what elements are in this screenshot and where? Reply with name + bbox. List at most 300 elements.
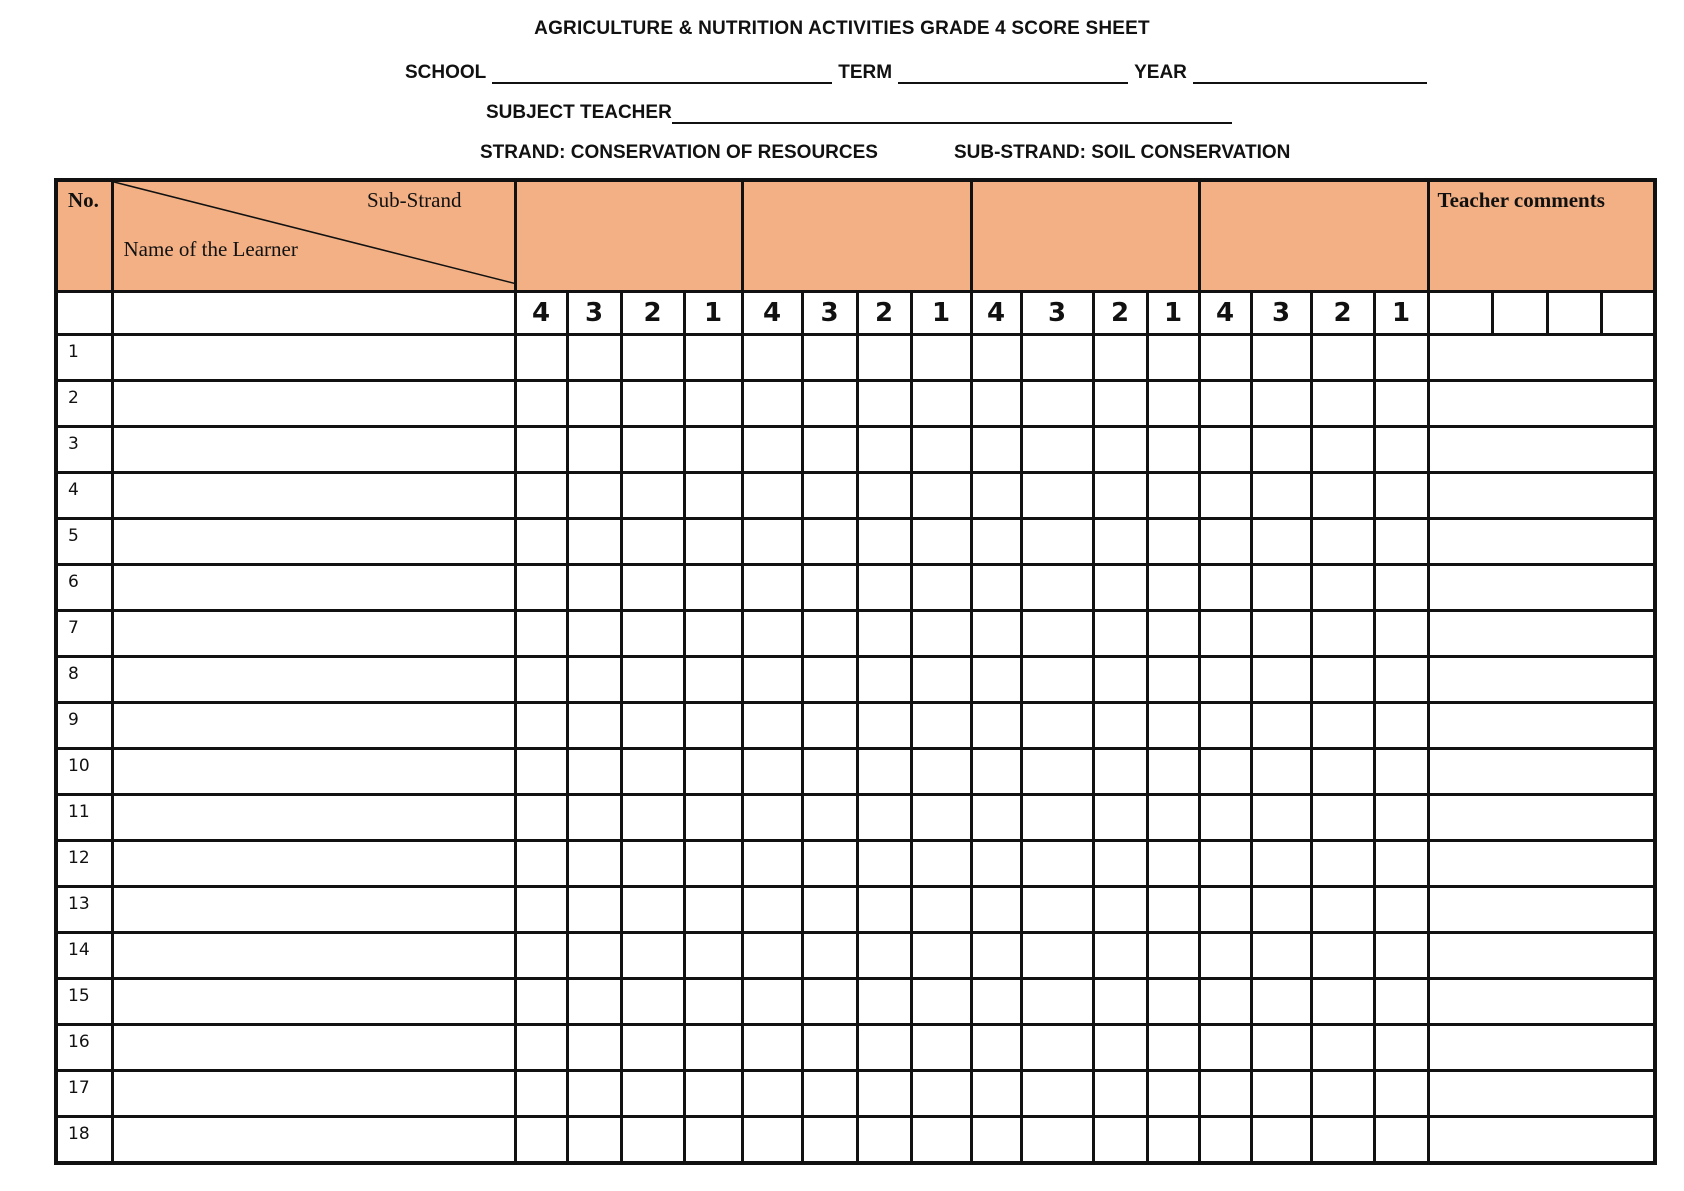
score-cell[interactable] — [1021, 887, 1093, 933]
score-cell[interactable] — [1021, 841, 1093, 887]
score-cell[interactable] — [567, 657, 621, 703]
score-cell[interactable] — [1147, 565, 1199, 611]
comment-cell[interactable] — [1428, 519, 1655, 565]
score-cell[interactable] — [515, 979, 567, 1025]
score-cell[interactable] — [1021, 611, 1093, 657]
score-cell[interactable] — [911, 795, 971, 841]
score-cell[interactable] — [1374, 381, 1428, 427]
score-cell[interactable] — [621, 933, 684, 979]
comment-cell[interactable] — [1428, 979, 1655, 1025]
score-cell[interactable] — [1021, 519, 1093, 565]
score-cell[interactable] — [1374, 841, 1428, 887]
learner-name-cell[interactable] — [112, 565, 515, 611]
score-cell[interactable] — [1251, 703, 1311, 749]
score-cell[interactable] — [971, 841, 1021, 887]
score-cell[interactable] — [1251, 381, 1311, 427]
score-cell[interactable] — [742, 473, 802, 519]
score-cell[interactable] — [567, 933, 621, 979]
score-cell[interactable] — [684, 841, 742, 887]
score-cell[interactable] — [857, 887, 911, 933]
score-cell[interactable] — [1093, 979, 1147, 1025]
score-cell[interactable] — [1093, 1071, 1147, 1117]
score-cell[interactable] — [567, 565, 621, 611]
score-cell[interactable] — [1199, 1117, 1251, 1164]
score-cell[interactable] — [857, 979, 911, 1025]
score-cell[interactable] — [684, 427, 742, 473]
score-cell[interactable] — [621, 473, 684, 519]
comment-cell[interactable] — [1428, 335, 1655, 381]
score-cell[interactable] — [971, 887, 1021, 933]
score-cell[interactable] — [567, 1025, 621, 1071]
score-cell[interactable] — [1021, 427, 1093, 473]
score-cell[interactable] — [684, 473, 742, 519]
learner-name-cell[interactable] — [112, 933, 515, 979]
score-cell[interactable] — [567, 519, 621, 565]
score-cell[interactable] — [1374, 749, 1428, 795]
score-cell[interactable] — [1374, 887, 1428, 933]
score-cell[interactable] — [1147, 841, 1199, 887]
year-field[interactable] — [1193, 62, 1427, 84]
score-cell[interactable] — [1199, 1071, 1251, 1117]
score-cell[interactable] — [1199, 1025, 1251, 1071]
learner-name-cell[interactable] — [112, 335, 515, 381]
score-cell[interactable] — [1021, 1117, 1093, 1164]
score-cell[interactable] — [515, 749, 567, 795]
score-cell[interactable] — [857, 565, 911, 611]
score-cell[interactable] — [971, 657, 1021, 703]
score-cell[interactable] — [1251, 979, 1311, 1025]
score-cell[interactable] — [911, 335, 971, 381]
score-cell[interactable] — [515, 1025, 567, 1071]
sub-strand-block-4[interactable] — [1199, 180, 1428, 292]
score-cell[interactable] — [684, 381, 742, 427]
comment-cell[interactable] — [1428, 565, 1655, 611]
score-cell[interactable] — [802, 749, 857, 795]
score-cell[interactable] — [857, 473, 911, 519]
score-cell[interactable] — [742, 749, 802, 795]
learner-name-cell[interactable] — [112, 887, 515, 933]
score-cell[interactable] — [621, 979, 684, 1025]
score-cell[interactable] — [1093, 933, 1147, 979]
learner-name-cell[interactable] — [112, 841, 515, 887]
score-cell[interactable] — [1147, 703, 1199, 749]
score-cell[interactable] — [802, 611, 857, 657]
score-cell[interactable] — [742, 427, 802, 473]
score-cell[interactable] — [742, 335, 802, 381]
score-cell[interactable] — [971, 1071, 1021, 1117]
comment-cell[interactable] — [1428, 1071, 1655, 1117]
score-cell[interactable] — [857, 657, 911, 703]
score-cell[interactable] — [1251, 335, 1311, 381]
learner-name-cell[interactable] — [112, 795, 515, 841]
score-cell[interactable] — [1021, 565, 1093, 611]
score-cell[interactable] — [515, 519, 567, 565]
score-cell[interactable] — [1021, 703, 1093, 749]
score-cell[interactable] — [1374, 933, 1428, 979]
score-cell[interactable] — [802, 1117, 857, 1164]
score-cell[interactable] — [857, 749, 911, 795]
score-cell[interactable] — [742, 703, 802, 749]
score-cell[interactable] — [1251, 1025, 1311, 1071]
score-cell[interactable] — [1311, 841, 1374, 887]
score-cell[interactable] — [684, 657, 742, 703]
score-cell[interactable] — [802, 565, 857, 611]
score-cell[interactable] — [742, 1117, 802, 1164]
score-cell[interactable] — [1374, 1071, 1428, 1117]
score-cell[interactable] — [971, 795, 1021, 841]
score-cell[interactable] — [1199, 933, 1251, 979]
score-cell[interactable] — [1251, 1117, 1311, 1164]
score-cell[interactable] — [742, 979, 802, 1025]
sub-strand-block-2[interactable] — [742, 180, 971, 292]
score-cell[interactable] — [1093, 427, 1147, 473]
score-cell[interactable] — [684, 887, 742, 933]
score-cell[interactable] — [1093, 335, 1147, 381]
score-cell[interactable] — [857, 841, 911, 887]
learner-name-cell[interactable] — [112, 519, 515, 565]
learner-name-cell[interactable] — [112, 749, 515, 795]
score-cell[interactable] — [515, 427, 567, 473]
score-cell[interactable] — [1311, 381, 1374, 427]
score-cell[interactable] — [1093, 795, 1147, 841]
comment-cell[interactable] — [1428, 381, 1655, 427]
score-cell[interactable] — [1021, 795, 1093, 841]
score-cell[interactable] — [1311, 1025, 1374, 1071]
score-cell[interactable] — [802, 335, 857, 381]
score-cell[interactable] — [1147, 979, 1199, 1025]
score-cell[interactable] — [1311, 519, 1374, 565]
score-cell[interactable] — [1021, 933, 1093, 979]
score-cell[interactable] — [1147, 519, 1199, 565]
score-cell[interactable] — [621, 427, 684, 473]
score-cell[interactable] — [802, 427, 857, 473]
score-cell[interactable] — [1374, 335, 1428, 381]
score-cell[interactable] — [567, 795, 621, 841]
score-cell[interactable] — [1311, 979, 1374, 1025]
score-cell[interactable] — [1311, 657, 1374, 703]
comment-cell[interactable] — [1428, 473, 1655, 519]
score-cell[interactable] — [971, 979, 1021, 1025]
comment-cell[interactable] — [1428, 657, 1655, 703]
score-cell[interactable] — [621, 335, 684, 381]
score-cell[interactable] — [1374, 473, 1428, 519]
score-cell[interactable] — [621, 611, 684, 657]
score-cell[interactable] — [567, 841, 621, 887]
score-cell[interactable] — [802, 795, 857, 841]
comment-subcell[interactable] — [1492, 292, 1547, 335]
score-cell[interactable] — [567, 335, 621, 381]
score-cell[interactable] — [1147, 427, 1199, 473]
score-cell[interactable] — [742, 887, 802, 933]
score-cell[interactable] — [802, 381, 857, 427]
score-cell[interactable] — [1311, 473, 1374, 519]
comment-cell[interactable] — [1428, 1025, 1655, 1071]
score-cell[interactable] — [621, 841, 684, 887]
score-cell[interactable] — [1251, 519, 1311, 565]
score-cell[interactable] — [857, 519, 911, 565]
score-cell[interactable] — [911, 565, 971, 611]
score-cell[interactable] — [911, 1071, 971, 1117]
score-cell[interactable] — [857, 381, 911, 427]
score-cell[interactable] — [857, 933, 911, 979]
score-cell[interactable] — [971, 933, 1021, 979]
score-cell[interactable] — [1251, 795, 1311, 841]
score-cell[interactable] — [1374, 795, 1428, 841]
comment-subcell[interactable] — [1428, 292, 1492, 335]
learner-name-cell[interactable] — [112, 1117, 515, 1164]
score-cell[interactable] — [971, 473, 1021, 519]
score-cell[interactable] — [1093, 611, 1147, 657]
comment-cell[interactable] — [1428, 841, 1655, 887]
score-cell[interactable] — [621, 887, 684, 933]
score-cell[interactable] — [515, 841, 567, 887]
score-cell[interactable] — [971, 335, 1021, 381]
score-cell[interactable] — [911, 611, 971, 657]
score-cell[interactable] — [1093, 749, 1147, 795]
score-cell[interactable] — [1311, 1117, 1374, 1164]
score-cell[interactable] — [1311, 565, 1374, 611]
score-cell[interactable] — [1093, 703, 1147, 749]
score-cell[interactable] — [911, 703, 971, 749]
score-cell[interactable] — [1093, 841, 1147, 887]
score-cell[interactable] — [684, 611, 742, 657]
score-cell[interactable] — [971, 381, 1021, 427]
score-cell[interactable] — [1147, 611, 1199, 657]
score-cell[interactable] — [971, 519, 1021, 565]
score-cell[interactable] — [1311, 703, 1374, 749]
score-cell[interactable] — [1311, 933, 1374, 979]
score-cell[interactable] — [1021, 473, 1093, 519]
score-cell[interactable] — [1251, 657, 1311, 703]
score-cell[interactable] — [684, 979, 742, 1025]
learner-name-cell[interactable] — [112, 979, 515, 1025]
score-cell[interactable] — [971, 565, 1021, 611]
score-cell[interactable] — [1021, 335, 1093, 381]
learner-name-cell[interactable] — [112, 703, 515, 749]
score-cell[interactable] — [857, 427, 911, 473]
score-cell[interactable] — [971, 703, 1021, 749]
score-cell[interactable] — [1374, 611, 1428, 657]
score-cell[interactable] — [1374, 427, 1428, 473]
score-cell[interactable] — [1199, 979, 1251, 1025]
score-cell[interactable] — [1021, 1071, 1093, 1117]
score-cell[interactable] — [911, 887, 971, 933]
learner-name-cell[interactable] — [112, 1071, 515, 1117]
comment-subcell[interactable] — [1547, 292, 1601, 335]
score-cell[interactable] — [1147, 381, 1199, 427]
score-cell[interactable] — [802, 473, 857, 519]
score-cell[interactable] — [1147, 1117, 1199, 1164]
comment-cell[interactable] — [1428, 795, 1655, 841]
sub-strand-block-3[interactable] — [971, 180, 1199, 292]
score-cell[interactable] — [742, 841, 802, 887]
score-cell[interactable] — [1251, 933, 1311, 979]
score-cell[interactable] — [1374, 703, 1428, 749]
score-cell[interactable] — [621, 1025, 684, 1071]
score-cell[interactable] — [971, 427, 1021, 473]
score-cell[interactable] — [684, 703, 742, 749]
score-cell[interactable] — [1199, 657, 1251, 703]
score-cell[interactable] — [1093, 657, 1147, 703]
score-cell[interactable] — [684, 335, 742, 381]
comment-cell[interactable] — [1428, 611, 1655, 657]
score-cell[interactable] — [1311, 611, 1374, 657]
score-cell[interactable] — [567, 887, 621, 933]
score-cell[interactable] — [621, 749, 684, 795]
score-cell[interactable] — [621, 381, 684, 427]
comment-cell[interactable] — [1428, 703, 1655, 749]
score-cell[interactable] — [567, 1117, 621, 1164]
score-cell[interactable] — [1251, 565, 1311, 611]
score-cell[interactable] — [1251, 473, 1311, 519]
score-cell[interactable] — [802, 703, 857, 749]
score-cell[interactable] — [742, 1071, 802, 1117]
comment-cell[interactable] — [1428, 749, 1655, 795]
score-cell[interactable] — [911, 519, 971, 565]
score-cell[interactable] — [1311, 795, 1374, 841]
comment-cell[interactable] — [1428, 1117, 1655, 1164]
score-cell[interactable] — [515, 657, 567, 703]
comment-cell[interactable] — [1428, 887, 1655, 933]
score-cell[interactable] — [1147, 887, 1199, 933]
score-cell[interactable] — [1374, 979, 1428, 1025]
score-cell[interactable] — [567, 427, 621, 473]
score-cell[interactable] — [1021, 381, 1093, 427]
score-cell[interactable] — [1021, 1025, 1093, 1071]
score-cell[interactable] — [1093, 1117, 1147, 1164]
score-cell[interactable] — [857, 703, 911, 749]
score-cell[interactable] — [621, 1117, 684, 1164]
score-cell[interactable] — [802, 933, 857, 979]
score-cell[interactable] — [1374, 657, 1428, 703]
score-cell[interactable] — [1147, 795, 1199, 841]
score-cell[interactable] — [1199, 381, 1251, 427]
score-cell[interactable] — [742, 1025, 802, 1071]
score-cell[interactable] — [1251, 841, 1311, 887]
learner-name-cell[interactable] — [112, 427, 515, 473]
score-cell[interactable] — [515, 335, 567, 381]
learner-name-cell[interactable] — [112, 657, 515, 703]
term-field[interactable] — [898, 62, 1128, 84]
score-cell[interactable] — [857, 795, 911, 841]
score-cell[interactable] — [684, 1071, 742, 1117]
score-cell[interactable] — [567, 703, 621, 749]
score-cell[interactable] — [1251, 1071, 1311, 1117]
score-cell[interactable] — [515, 703, 567, 749]
score-cell[interactable] — [1199, 427, 1251, 473]
score-cell[interactable] — [1147, 749, 1199, 795]
score-cell[interactable] — [621, 519, 684, 565]
score-cell[interactable] — [684, 1025, 742, 1071]
score-cell[interactable] — [1147, 473, 1199, 519]
score-cell[interactable] — [971, 611, 1021, 657]
score-cell[interactable] — [1147, 657, 1199, 703]
score-cell[interactable] — [1147, 933, 1199, 979]
score-cell[interactable] — [621, 565, 684, 611]
score-cell[interactable] — [684, 795, 742, 841]
score-cell[interactable] — [515, 795, 567, 841]
score-cell[interactable] — [1199, 795, 1251, 841]
score-cell[interactable] — [1093, 473, 1147, 519]
score-cell[interactable] — [1199, 703, 1251, 749]
score-cell[interactable] — [1199, 841, 1251, 887]
score-cell[interactable] — [802, 1071, 857, 1117]
score-cell[interactable] — [1093, 519, 1147, 565]
score-cell[interactable] — [802, 657, 857, 703]
score-cell[interactable] — [742, 519, 802, 565]
score-cell[interactable] — [742, 795, 802, 841]
score-cell[interactable] — [1311, 427, 1374, 473]
score-cell[interactable] — [802, 841, 857, 887]
score-cell[interactable] — [1251, 611, 1311, 657]
score-cell[interactable] — [684, 565, 742, 611]
score-cell[interactable] — [1021, 657, 1093, 703]
score-cell[interactable] — [515, 611, 567, 657]
score-cell[interactable] — [911, 1025, 971, 1071]
score-cell[interactable] — [1199, 335, 1251, 381]
score-cell[interactable] — [971, 1025, 1021, 1071]
score-cell[interactable] — [1199, 565, 1251, 611]
comment-cell[interactable] — [1428, 427, 1655, 473]
score-cell[interactable] — [857, 1071, 911, 1117]
score-cell[interactable] — [911, 657, 971, 703]
score-cell[interactable] — [1311, 1071, 1374, 1117]
score-cell[interactable] — [1199, 887, 1251, 933]
score-cell[interactable] — [742, 657, 802, 703]
score-cell[interactable] — [684, 749, 742, 795]
score-cell[interactable] — [802, 1025, 857, 1071]
score-cell[interactable] — [742, 933, 802, 979]
score-cell[interactable] — [1374, 519, 1428, 565]
learner-name-cell[interactable] — [112, 611, 515, 657]
comment-cell[interactable] — [1428, 933, 1655, 979]
score-cell[interactable] — [515, 1071, 567, 1117]
score-cell[interactable] — [567, 979, 621, 1025]
score-cell[interactable] — [1093, 1025, 1147, 1071]
score-cell[interactable] — [1311, 887, 1374, 933]
score-cell[interactable] — [1093, 565, 1147, 611]
score-cell[interactable] — [621, 703, 684, 749]
score-cell[interactable] — [1147, 1071, 1199, 1117]
score-cell[interactable] — [857, 335, 911, 381]
score-cell[interactable] — [1021, 749, 1093, 795]
score-cell[interactable] — [1374, 1025, 1428, 1071]
subject-teacher-field[interactable] — [672, 102, 1232, 124]
score-cell[interactable] — [515, 887, 567, 933]
score-cell[interactable] — [1374, 565, 1428, 611]
score-cell[interactable] — [1311, 749, 1374, 795]
score-cell[interactable] — [1311, 335, 1374, 381]
comment-subcell[interactable] — [1601, 292, 1655, 335]
score-cell[interactable] — [684, 933, 742, 979]
score-cell[interactable] — [911, 381, 971, 427]
score-cell[interactable] — [971, 1117, 1021, 1164]
score-cell[interactable] — [911, 933, 971, 979]
score-cell[interactable] — [1147, 1025, 1199, 1071]
score-cell[interactable] — [515, 381, 567, 427]
score-cell[interactable] — [1021, 979, 1093, 1025]
score-cell[interactable] — [1199, 611, 1251, 657]
score-cell[interactable] — [1199, 749, 1251, 795]
learner-name-cell[interactable] — [112, 381, 515, 427]
score-cell[interactable] — [857, 1117, 911, 1164]
score-cell[interactable] — [911, 1117, 971, 1164]
score-cell[interactable] — [911, 473, 971, 519]
score-cell[interactable] — [1199, 473, 1251, 519]
score-cell[interactable] — [567, 1071, 621, 1117]
score-cell[interactable] — [1093, 887, 1147, 933]
score-cell[interactable] — [1251, 749, 1311, 795]
